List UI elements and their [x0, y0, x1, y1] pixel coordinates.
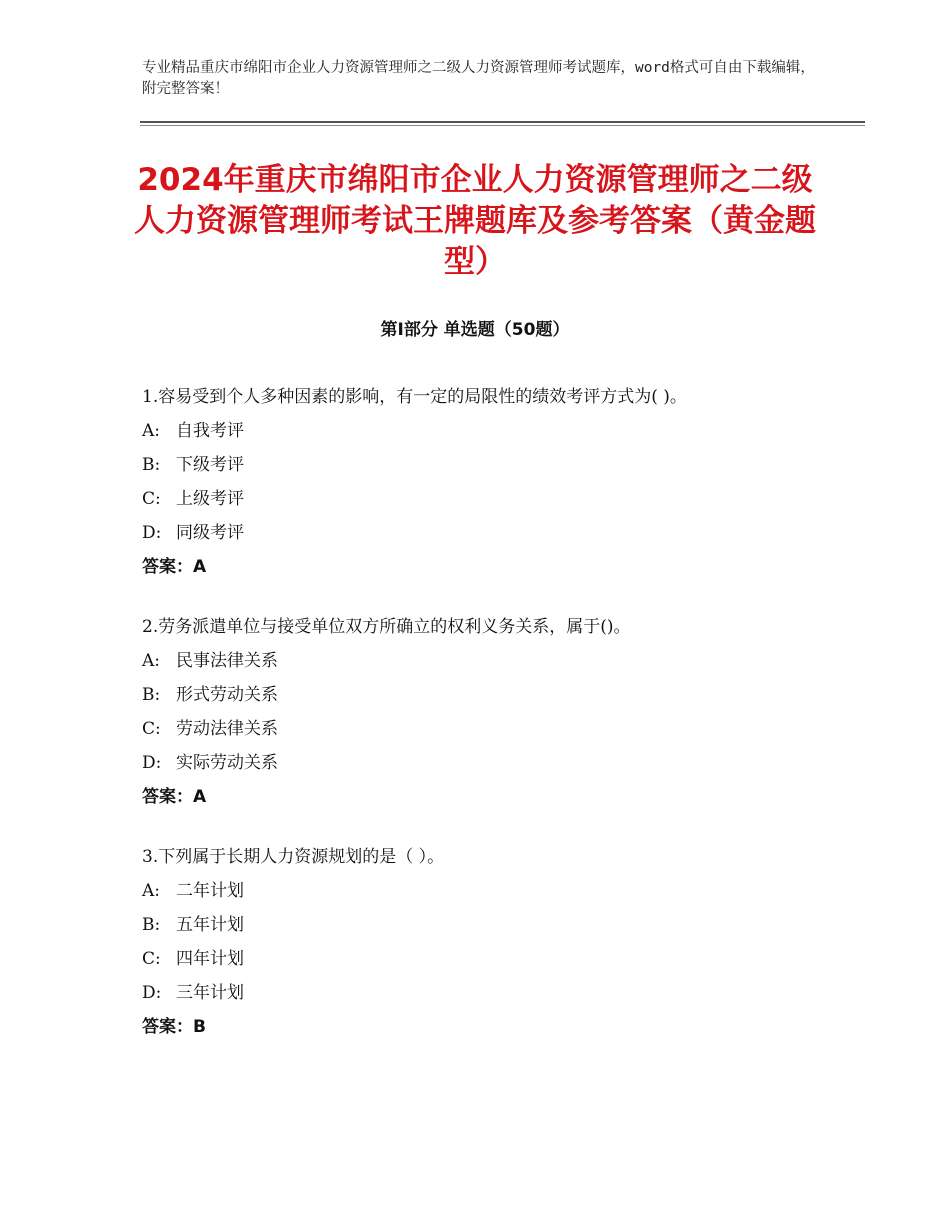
option-d: [142, 978, 822, 1008]
question-1: [142, 382, 822, 582]
option-key: A:: [142, 881, 161, 901]
header-rule-thin: [140, 125, 865, 126]
header-note: 专业精品重庆市绵阳市企业人力资源管理师之二级人力资源管理师考试题库，word格式可自由下载编辑，附完整答案！: [142, 60, 815, 97]
question-list: [142, 382, 822, 1072]
option-key: D:: [142, 523, 162, 543]
option-key: C:: [142, 489, 161, 509]
header-rule-thick: [140, 121, 865, 123]
answer-line: 答案：A: [142, 557, 207, 577]
option-text: 五年计划: [176, 915, 244, 935]
section-title: 第Ⅰ部分 单选题（50题）: [380, 320, 570, 340]
option-key: C:: [142, 719, 161, 739]
option-d: [142, 748, 822, 778]
question-3: [142, 842, 822, 1042]
option-text: 实际劳动关系: [176, 753, 278, 773]
document-title: 2024年重庆市绵阳市企业人力资源管理师之二级人力资源管理师考试王牌题库及参考答案（黄金题型）: [134, 162, 816, 280]
answer-line: 答案：B: [142, 1017, 206, 1037]
option-text: 三年计划: [176, 983, 244, 1003]
option-text: 二年计划: [176, 881, 244, 901]
option-a: [142, 876, 822, 906]
option-a: [142, 646, 822, 676]
option-text: 下级考评: [176, 455, 244, 475]
option-key: B:: [142, 915, 161, 935]
option-key: B:: [142, 685, 161, 705]
option-key: B:: [142, 455, 161, 475]
option-text: 同级考评: [176, 523, 244, 543]
option-text: 劳动法律关系: [176, 719, 278, 739]
option-key: A:: [142, 421, 161, 441]
option-b: [142, 910, 822, 940]
question-stem: 1.容易受到个人多种因素的影响，有一定的局限性的绩效考评方式为( )。: [142, 387, 687, 407]
option-b: [142, 450, 822, 480]
option-key: D:: [142, 983, 162, 1003]
answer-line: 答案：A: [142, 787, 207, 807]
option-text: 四年计划: [176, 949, 244, 969]
option-d: [142, 518, 822, 548]
option-b: [142, 680, 822, 710]
question-2: [142, 612, 822, 812]
option-text: 民事法律关系: [176, 651, 278, 671]
question-stem: 3.下列属于长期人力资源规划的是（ ）。: [142, 847, 445, 867]
option-key: C:: [142, 949, 161, 969]
option-key: D:: [142, 753, 162, 773]
option-text: 形式劳动关系: [176, 685, 278, 705]
question-stem: 2.劳务派遣单位与接受单位双方所确立的权利义务关系，属于()。: [142, 617, 631, 637]
option-text: 自我考评: [176, 421, 244, 441]
option-c: [142, 484, 822, 514]
option-a: [142, 416, 822, 446]
option-c: [142, 944, 822, 974]
option-c: [142, 714, 822, 744]
option-key: A:: [142, 651, 161, 671]
option-text: 上级考评: [176, 489, 244, 509]
